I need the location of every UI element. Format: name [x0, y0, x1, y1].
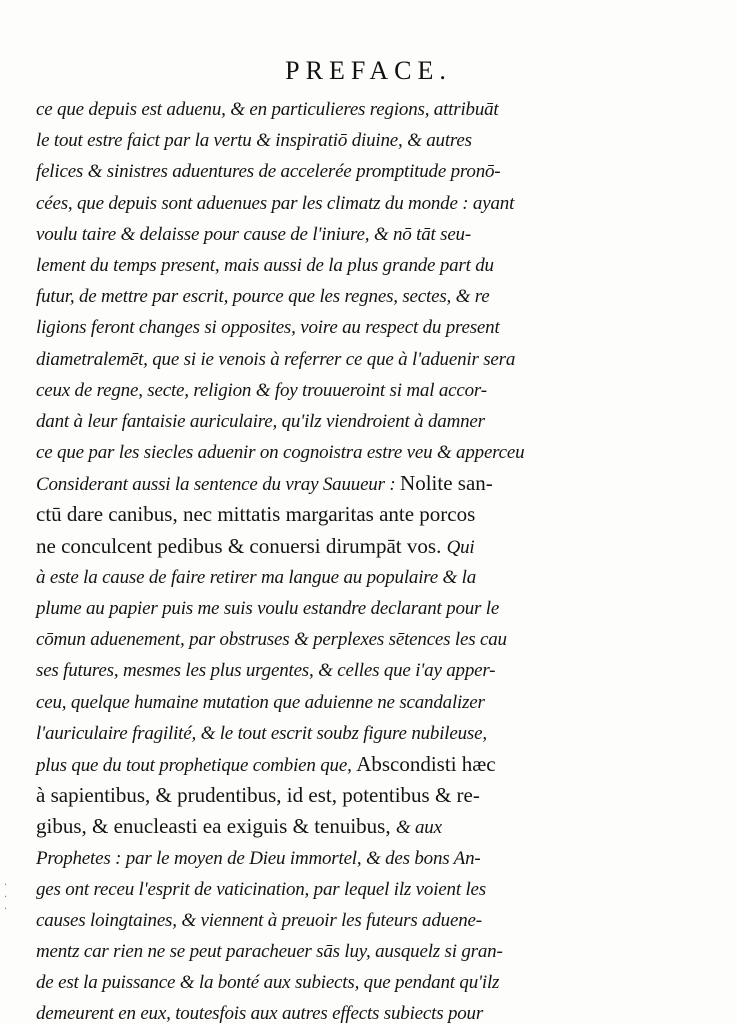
- text-line: [36, 125, 618, 156]
- margin-mark: ·: [4, 904, 8, 915]
- italic-text: mentz car rien ne se peut paracheuer sās luy, ausquelz si gran-: [36, 941, 503, 963]
- text-line: [36, 593, 618, 624]
- margin-marks: [4, 880, 22, 916]
- text-line: [36, 749, 618, 780]
- text-line: [36, 780, 618, 811]
- italic-text: le tout estre faict par la vertu & inspiratiō diuine, & autres: [36, 130, 472, 152]
- italic-text: felices & sinistres aduentures de accelerée promptitude pronō-: [36, 161, 501, 183]
- italic-text: l'auriculaire fragilité, & le tout escrit soubz figure nubileuse,: [36, 722, 487, 744]
- roman-text: gibus, & enucleasti ea exiguis & tenuibus,: [36, 814, 396, 839]
- roman-text: ctū dare canibus, nec mittatis margaritas ante porcos: [36, 502, 476, 527]
- italic-text: Considerant aussi la sentence du vray Sauueur :: [36, 474, 401, 496]
- text-line: [36, 250, 618, 281]
- italic-text: causes loingtaines, & viennent à preuoir les futeurs aduene-: [36, 909, 482, 931]
- italic-text: plus que du tout prophetique combien que,: [36, 754, 357, 776]
- text-line: [36, 874, 618, 905]
- italic-text: ses futures, mesmes les plus urgentes, & celles que i'ay apper-: [36, 660, 496, 682]
- margin-mark: ·: [4, 892, 8, 903]
- text-line: [36, 468, 618, 499]
- italic-text: voulu taire & delaisse pour cause de l'iniure, & nō tāt seu-: [36, 223, 471, 245]
- text-line: [36, 94, 618, 125]
- text-line: [36, 375, 618, 406]
- roman-text: ne conculcent pedibus & conuersi dirumpāt vos.: [36, 533, 447, 558]
- text-line: [36, 312, 618, 343]
- italic-text: cées, que depuis sont aduenues par les climatz du monde : ayant: [36, 192, 515, 214]
- italic-text: diametralemēt, que si ie venois à referrer ce que à l'aduenir sera: [36, 348, 516, 370]
- text-line: [36, 624, 618, 655]
- text-line: [36, 344, 618, 375]
- roman-text: Nolite san-: [400, 471, 493, 496]
- text-line: [36, 188, 618, 219]
- text-line: [36, 687, 618, 718]
- italic-text: de est la puissance & la bonté aux subiects, que pendant qu'ilz: [36, 972, 500, 994]
- text-line: [36, 499, 618, 530]
- italic-text: & aux: [395, 817, 442, 839]
- italic-text: plume au papier puis me suis voulu estandre declarant pour le: [36, 598, 500, 619]
- text-line: [36, 406, 618, 437]
- text-line: [36, 843, 618, 874]
- italic-text: ce que par les siecles aduenir on cognoistra estre veu & apperceu: [36, 442, 525, 464]
- italic-text: ceux de regne, secte, religion & foy trouueroint si mal accor-: [36, 379, 487, 401]
- italic-text: ce que depuis est aduenu, & en particulieres regions, attribuāt: [36, 99, 499, 120]
- italic-text: ceu, quelque humaine mutation que aduienne ne scandalizer: [36, 691, 485, 713]
- margin-mark: ·: [4, 880, 8, 891]
- roman-text: Abscondisti hæc: [356, 751, 496, 776]
- body-text: [36, 94, 618, 1024]
- text-line: [36, 281, 618, 312]
- text-line: [36, 156, 618, 187]
- text-line: [36, 967, 618, 998]
- italic-text: ligions feront changes si opposites, voire au respect du present: [36, 317, 500, 339]
- italic-text: futur, de mettre par escrit, pource que les regnes, sectes, & re: [36, 286, 490, 308]
- italic-text: Prophetes : par le moyen de Dieu immortel, & des bons An-: [36, 847, 481, 869]
- italic-text: ges ont receu l'esprit de vaticination, par lequel ilz voient les: [36, 878, 486, 900]
- text-line: [36, 718, 618, 749]
- italic-text: dant à leur fantaisie auriculaire, qu'ilz viendroient à damner: [36, 410, 485, 432]
- italic-text: à este la cause de faire retirer ma langue au populaire & la: [36, 566, 477, 588]
- roman-text: à sapientibus, & prudentibus, id est, potentibus & re-: [36, 783, 480, 808]
- italic-text: Qui: [446, 536, 475, 558]
- text-line: [36, 437, 618, 468]
- text-line: [36, 811, 618, 842]
- text-line: [36, 905, 618, 936]
- italic-text: cōmun aduenement, par obstruses & perplexes sētences les cau: [36, 629, 507, 651]
- italic-text: lement du temps present, mais aussi de la plus grande part du: [36, 254, 494, 276]
- text-line: [36, 219, 618, 250]
- italic-text: demeurent en eux, toutesfois aux autres effects subiects pour: [36, 1003, 484, 1024]
- running-head: PREFACE.: [285, 56, 452, 85]
- text-line: [36, 998, 618, 1024]
- text-line: [36, 531, 618, 562]
- text-line: [36, 562, 618, 593]
- text-line: [36, 655, 618, 686]
- text-line: [36, 936, 618, 967]
